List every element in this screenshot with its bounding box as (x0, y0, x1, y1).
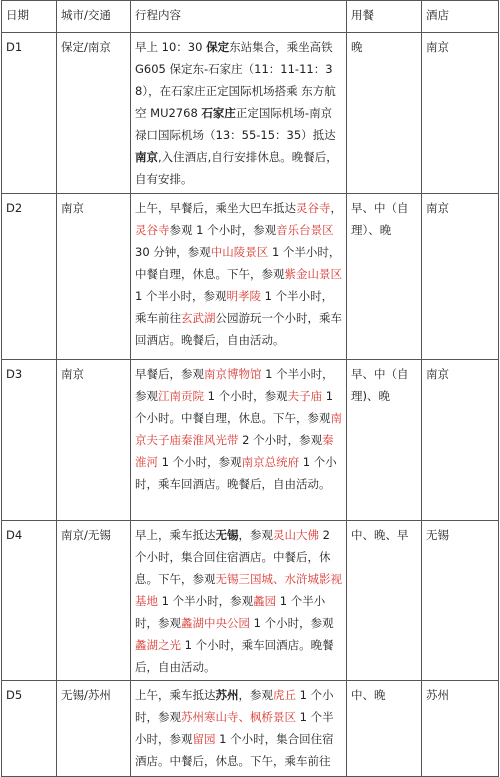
table-row (2, 681, 499, 777)
text-segment: 上午，早餐后，乘坐大巴车抵达 (135, 201, 296, 215)
text-segment: 参观 1 个小时，参观 (169, 223, 277, 237)
table-row (2, 360, 499, 521)
content-cell (131, 194, 347, 360)
content-cell (131, 681, 347, 777)
place-highlight: 灵谷寺 (135, 223, 170, 237)
header-content: 行程内容 (131, 1, 347, 33)
place-highlight: 灵山大佛 (273, 528, 319, 542)
header-meals: 用餐 (347, 1, 422, 33)
place-highlight: 虎丘 (273, 688, 296, 702)
itinerary-table (1, 0, 499, 777)
place-highlight: 秦淮河 (135, 433, 334, 469)
city-bold: 石家庄 (201, 106, 236, 120)
day-cell: D5 (2, 681, 57, 777)
text-segment: ,入住酒店,自行安排休息。晚餐后，自有安排。 (135, 150, 338, 186)
text-segment: 2 个小时，集合回住宿酒店。中餐后，休息。下午，参观 (135, 528, 331, 586)
hotel-cell: 南京 (422, 33, 499, 194)
hotel-cell: 苏州 (422, 681, 499, 777)
header-date: 日期 (2, 1, 57, 33)
text-segment: 公园游玩一个小时，乘车回酒店。晚餐后，自由活动。 (135, 311, 342, 347)
text-segment: 1 个半小时，乘车前往 (135, 289, 334, 325)
text-segment: 1 个小时，参观 (204, 389, 288, 403)
day-cell: D3 (2, 360, 57, 521)
city-bold: 南京 (135, 150, 158, 164)
text-segment: 1 个半小时，参观 (135, 710, 334, 746)
text-segment: 1 个小时。中餐自理，休息。下午，参观 (135, 389, 334, 425)
text-segment: 1 个小时，乘车回酒店。晚餐后，自由活动。 (135, 638, 334, 674)
place-highlight: 灵谷寺 (296, 201, 331, 215)
place-highlight: 留园 (192, 732, 216, 746)
text-segment: 1 个小时，参观 (158, 455, 242, 469)
place-highlight: 音乐台景区 (276, 223, 334, 237)
place-highlight: 南京总统府 (241, 455, 300, 469)
city-cell: 保定/南京 (57, 33, 131, 194)
city-bold: 苏州 (215, 688, 239, 702)
text-segment: 1 个半小时，参观 (135, 367, 334, 403)
text-segment: 1 个半小时，中餐自理，休息。下午，参观 (135, 245, 341, 281)
place-highlight: 蠡湖中央公园 (181, 616, 250, 630)
hotel-cell: 无锡 (422, 521, 499, 681)
header-row (2, 1, 499, 33)
meals-cell: 中、晚 (347, 681, 422, 777)
city-cell: 南京 (57, 360, 131, 521)
text-segment: 东站集合，乘坐高铁 G605 保定东-石家庄（11：11-11：38），在石家庄正定国际机场搭乘 东方航空 MU2768 (135, 40, 336, 120)
text-segment: 上午，乘车抵达 (135, 688, 216, 702)
text-segment: 早上，乘车抵达 (135, 528, 216, 542)
city-bold: 无锡 (215, 528, 239, 542)
text-segment: 1 个半小时，参观 (135, 289, 227, 303)
text-segment: 早上 10：30 (135, 40, 207, 54)
text-segment: ，参观 (238, 688, 273, 702)
text-segment: 30 分钟，参观 (135, 245, 211, 259)
text-segment: 1 个小时，参观 (135, 688, 334, 724)
content-cell (131, 360, 347, 521)
table-row (2, 194, 499, 360)
text-segment: 早餐后，参观 (135, 367, 204, 381)
city-cell: 无锡/苏州 (57, 681, 131, 777)
place-highlight: 江南贡院 (158, 389, 204, 403)
content-cell (131, 33, 347, 194)
header-hotel: 酒店 (422, 1, 499, 33)
place-highlight: 蠡园 (253, 594, 277, 608)
place-highlight: 紫金山景区 (284, 267, 342, 281)
table-row (2, 33, 499, 194)
place-highlight: 明孝陵 (226, 289, 261, 303)
text-segment: 1 个小时，集合回住宿酒店。中餐后，休息。下午，乘车前往 (135, 732, 334, 768)
place-highlight: 南京夫子庙秦淮风光带 (135, 411, 342, 447)
place-highlight: 夫子庙 (287, 389, 323, 403)
hotel-cell: 南京 (422, 194, 499, 360)
city-cell: 南京/无锡 (57, 521, 131, 681)
meals-cell: 晚 (347, 33, 422, 194)
table-row (2, 521, 499, 681)
place-highlight: 南京博物馆 (204, 367, 262, 381)
content-cell (131, 521, 347, 681)
meals-cell: 中、晚、早 (347, 521, 422, 681)
place-highlight: 中山陵景区 (210, 245, 269, 259)
header-city: 城市/交通 (57, 1, 131, 33)
text-segment: 1 个小时，乘车回酒店。晚餐后，自由活动。 (135, 455, 337, 491)
day-cell: D1 (2, 33, 57, 194)
city-cell: 南京 (57, 194, 131, 360)
city-bold: 保定 (206, 40, 230, 54)
text-segment: 1 个小时，参观 (250, 616, 334, 630)
text-segment: 2 个小时，参观 (238, 433, 323, 447)
text-segment: 1 个半小时，参观 (158, 594, 254, 608)
place-highlight: 无锡三国城、水浒城影视基地 (135, 572, 342, 608)
text-segment: 1 个半小时，参观 (135, 594, 326, 630)
text-segment: ， (330, 201, 342, 215)
place-highlight: 蠡湖之光 (135, 638, 181, 652)
text-segment: ，参观 (238, 528, 273, 542)
place-highlight: 玄武湖 (181, 311, 216, 325)
meals-cell: 早、中（自理）、晚 (347, 194, 422, 360)
text-segment: 正定国际机场-南京禄口国际机场（13：55-15：35）抵达 (135, 106, 336, 142)
place-highlight: 苏州寒山寺、枫桥景区 (181, 710, 296, 724)
day-cell: D4 (2, 521, 57, 681)
day-cell: D2 (2, 194, 57, 360)
hotel-cell: 南京 (422, 360, 499, 521)
meals-cell: 早、中（自理)、晚 (347, 360, 422, 521)
